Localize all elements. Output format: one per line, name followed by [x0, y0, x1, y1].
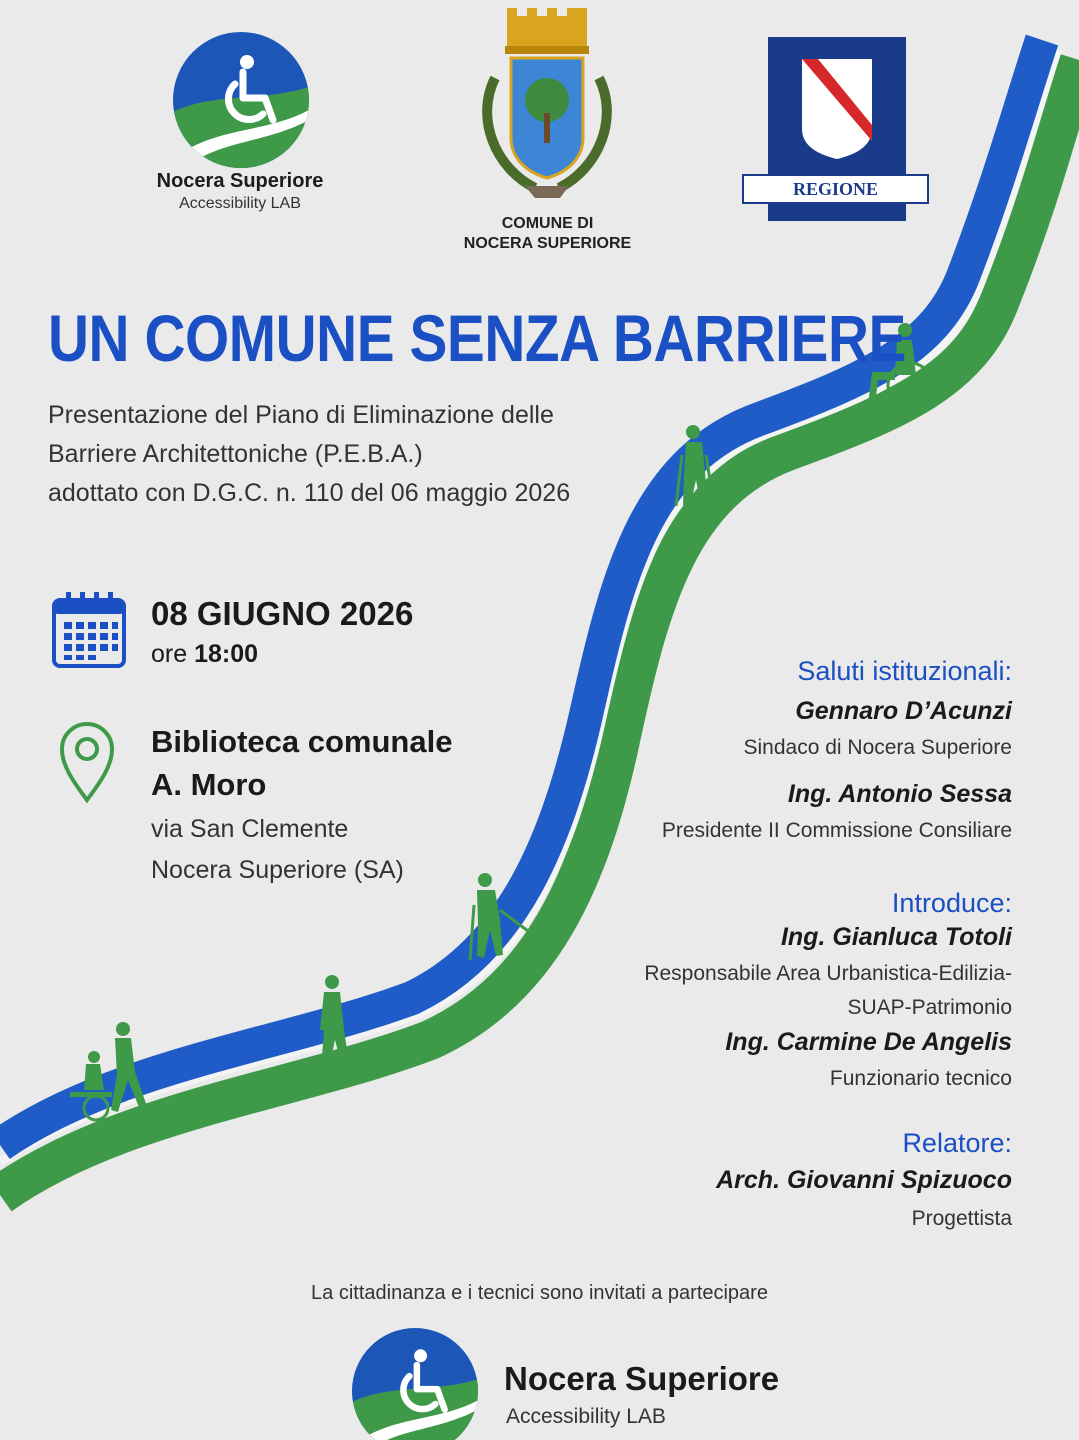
event-address [151, 809, 404, 891]
speaker-4-role: Funzionario tecnico [829, 1067, 1012, 1090]
location-pin-icon [58, 720, 116, 804]
subtitle-line-1: Presentazione del Piano di Eliminazione delle [48, 401, 554, 429]
footer-logo-subtitle: Accessibility LAB [506, 1405, 666, 1428]
speaker-5-role: Progettista [911, 1207, 1012, 1230]
time-value: 18:00 [194, 640, 259, 668]
subtitle-line-2: Barriere Architettoniche (P.E.B.A.) [48, 440, 423, 468]
address-line-1: via San Clemente [151, 815, 349, 843]
speaker-3-role-line-1: Responsabile Area Urbanistica-Edilizia- [644, 962, 1012, 985]
speaker-3-name: Ing. Gianluca Totoli [780, 923, 1012, 951]
comune-line-1: COMUNE DI [501, 215, 594, 232]
subtitle [48, 396, 570, 513]
footer-logo-title: Nocera Superiore [504, 1360, 780, 1397]
subtitle-line-3: adottato con D.G.C. n. 110 del 06 maggio 2026 [48, 479, 571, 507]
introduce-heading: Introduce: [891, 888, 1012, 918]
speaker-5-name: Arch. Giovanni Spizuoco [716, 1166, 1012, 1194]
event-date: 08 GIUGNO 2026 [151, 595, 414, 632]
relatore-heading: Relatore: [902, 1128, 1012, 1158]
invitation-note: La cittadinanza e i tecnici sono invitati a partecipare [311, 1282, 768, 1304]
lab-logo-subtitle: Accessibility LAB [179, 195, 301, 212]
wheelchair-icon [173, 32, 309, 168]
speaker-1-role: Sindaco di Nocera Superiore [743, 736, 1012, 759]
speaker-3-role-line-2: SUAP-Patrimonio [847, 996, 1012, 1019]
lab-logo-title: Nocera Superiore [156, 170, 324, 192]
regione-label: REGIONE CAMPANIA [742, 174, 929, 204]
time-prefix: ore [151, 640, 188, 668]
saluti-heading: Saluti istituzionali: [797, 656, 1012, 686]
event-place [151, 720, 452, 806]
calendar-icon [52, 592, 126, 668]
speaker-2-role: Presidente II Commissione Consiliare [661, 819, 1012, 842]
crest-icon [465, 8, 630, 208]
speaker-4-name: Ing. Carmine De Angelis [725, 1028, 1012, 1056]
speaker-2-name: Ing. Antonio Sessa [787, 780, 1012, 808]
regione-shield-icon [768, 37, 906, 177]
place-line-1: Biblioteca comunale [151, 724, 453, 759]
address-line-2: Nocera Superiore (SA) [151, 856, 404, 884]
wheelchair-icon [352, 1328, 478, 1440]
event-time [151, 640, 258, 669]
accessibility-lab-logo [173, 32, 309, 168]
comune-crest [465, 8, 630, 208]
comune-line-2: NOCERA SUPERIORE [463, 235, 632, 252]
page-title: UN COMUNE SENZA BARRIERE [48, 301, 906, 375]
speaker-1-name: Gennaro D’Acunzi [795, 697, 1012, 725]
place-line-2: A. Moro [151, 767, 267, 802]
footer-lab-logo [352, 1328, 478, 1440]
